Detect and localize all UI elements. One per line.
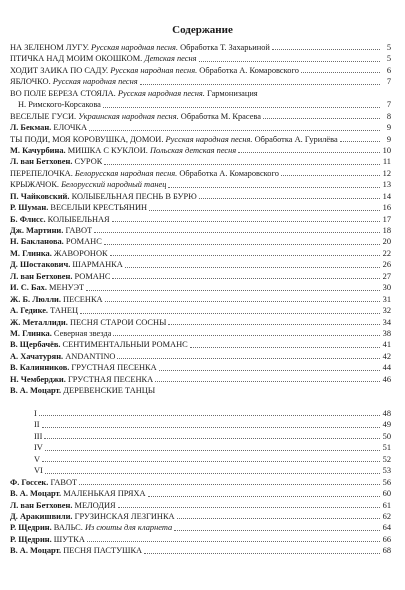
toc-title: МЕЛОДИЯ — [74, 501, 116, 510]
dot-leader — [89, 130, 380, 131]
toc-note: Белорусский народный танец — [61, 181, 167, 190]
toc-note: Русская народная песня. — [110, 66, 198, 75]
toc-page-number: 61 — [382, 500, 391, 510]
toc-page-number: 5 — [386, 43, 391, 53]
toc-author: В. А. Моцарт. — [10, 387, 62, 396]
toc-title: ПЕСЕНКА — [63, 295, 103, 304]
toc-entry — [10, 293, 391, 304]
toc-entry-text — [10, 479, 77, 487]
toc-entry — [10, 235, 391, 246]
toc-title: V — [34, 455, 41, 464]
toc-title: МЕНУЭТ — [49, 284, 85, 293]
toc-arrangement: Гармонизация — [206, 89, 258, 98]
toc-page-number: 10 — [382, 145, 391, 155]
toc-note: Польская детская песня — [149, 146, 237, 155]
toc-entry — [10, 121, 391, 132]
toc-page-number: 52 — [382, 454, 391, 464]
toc-entry — [10, 407, 391, 418]
toc-entry-text — [10, 353, 115, 361]
toc-author: Л. ван Бетховен. — [10, 158, 73, 167]
dot-leader — [281, 175, 380, 176]
toc-author: В. Щербачёв. — [10, 341, 61, 350]
toc-title: ВЕСЁЛЫЙ КРЕСТЬЯНИН — [50, 204, 148, 213]
toc-entry-text — [10, 536, 85, 544]
toc-entry-text — [10, 216, 110, 224]
toc-entry — [10, 98, 391, 109]
dot-leader — [199, 198, 380, 199]
toc-author: И. С. Бах. — [10, 284, 47, 293]
toc-author: Л. ван Бетховен. — [10, 501, 73, 510]
dot-leader — [112, 221, 380, 222]
toc-page-number: 41 — [382, 340, 391, 350]
toc-title: ВАЛЬС. — [53, 524, 83, 533]
toc-title: СУРОК — [74, 158, 103, 167]
toc-note: Детская песня — [144, 55, 197, 64]
toc-entry-text — [10, 90, 258, 98]
toc-page-number: 51 — [382, 443, 391, 453]
toc-page-number: 5 — [386, 54, 391, 64]
toc-title: ПЕСНЯ ПАСТУШКА — [63, 547, 143, 556]
toc-entry-text — [10, 307, 78, 315]
toc-author: Д. Шостакович. — [10, 261, 71, 270]
toc-page-number: 56 — [382, 477, 391, 487]
toc-page-number: 7 — [386, 77, 391, 87]
dot-leader — [104, 164, 380, 165]
dot-leader — [263, 118, 380, 119]
dot-leader — [199, 61, 380, 62]
toc-blank-row — [10, 396, 391, 407]
toc-entry — [10, 327, 391, 338]
toc-note: Русская народная песня. — [165, 135, 253, 144]
toc-title: IV — [34, 444, 43, 453]
toc-page-number: 32 — [382, 306, 391, 316]
toc-entry — [10, 533, 391, 544]
toc-title: КРЫЖАЧОК. — [10, 181, 59, 190]
toc-title: ГАВОТ — [65, 227, 93, 236]
toc-author: М. Качурбина. — [10, 146, 66, 155]
toc-entry-text — [10, 101, 101, 109]
dot-leader — [168, 187, 380, 188]
toc-author: Д. Аракишвили. — [10, 512, 73, 521]
toc-author: М. Глинка. — [10, 249, 52, 258]
toc-entry — [10, 64, 391, 75]
toc-entry-text — [10, 261, 123, 269]
toc-page-number: 9 — [386, 134, 391, 144]
toc-entry — [10, 441, 391, 452]
toc-entry-text — [10, 55, 197, 63]
toc-title: II — [34, 421, 40, 430]
toc-note: Русская народная песня — [52, 78, 138, 87]
dot-leader — [105, 301, 380, 302]
toc-title: ЯБЛОЧКО. — [10, 78, 51, 87]
dot-leader — [177, 518, 380, 519]
toc-title: ЁЛОЧКА — [53, 124, 88, 133]
toc-entry-text — [10, 44, 270, 52]
dot-leader — [117, 358, 380, 359]
toc-page-number: 18 — [382, 226, 391, 236]
toc-entry-text — [10, 250, 108, 258]
toc-page-number: 34 — [382, 317, 391, 327]
toc-title: ШУТКА — [53, 535, 85, 544]
toc-page-number: 44 — [382, 363, 391, 373]
toc-author: П. Чайковский. — [10, 192, 70, 201]
dot-leader — [94, 232, 380, 233]
toc-title: МИШКА С КУКЛОЙ. — [67, 146, 148, 155]
toc-entry-text — [10, 456, 40, 464]
toc-title: КОЛЫБЕЛЬНАЯ ПЕСНЬ В БУРЮ — [71, 192, 197, 201]
dot-leader — [140, 84, 380, 85]
toc-page-number: 12 — [382, 168, 391, 178]
dot-leader — [45, 473, 380, 474]
toc-author: Ж. Б. Люлли. — [10, 295, 61, 304]
toc-author: Н. Чемберджи. — [10, 375, 66, 384]
toc-entry — [10, 144, 391, 155]
dot-leader — [45, 450, 380, 451]
toc-entry — [10, 41, 391, 52]
dot-leader — [301, 72, 380, 73]
toc-author: Ж. Металлиди. — [10, 318, 68, 327]
toc-title: ВО ПОЛЕ БЕРЁЗА СТОЯЛА. — [10, 89, 116, 98]
dot-leader — [125, 267, 380, 268]
toc-entry — [10, 316, 391, 327]
page-title: Содержание — [172, 24, 233, 36]
toc-page-number: 62 — [382, 511, 391, 521]
toc-author: Р. Шуман. — [10, 204, 49, 213]
toc-entry-text — [10, 467, 43, 475]
toc-title: СЕНТИМЕНТАЛЬНЫЙ РОМАНС — [62, 341, 188, 350]
toc-entry — [10, 133, 391, 144]
toc-entry-text — [10, 273, 110, 281]
dot-leader — [42, 427, 380, 428]
dot-leader — [340, 141, 380, 142]
toc-title: Н. Римского-Корсакова — [18, 101, 101, 110]
toc-page-number: 48 — [382, 409, 391, 419]
toc-entry-text — [10, 204, 147, 212]
toc-author: А. Гедике. — [10, 307, 49, 316]
toc-author: Б. Флисс. — [10, 215, 46, 224]
toc-title: III — [34, 432, 43, 441]
toc-entry-text — [10, 319, 166, 327]
toc-title: ANDANTINO — [65, 352, 116, 361]
toc-entry-text — [10, 113, 261, 121]
toc-entry-text — [10, 124, 87, 132]
dot-leader — [112, 278, 380, 279]
toc-entry-text — [10, 410, 37, 418]
dot-leader — [39, 415, 380, 416]
toc-page-number: 8 — [386, 111, 391, 121]
toc-author: Дж. Мартини. — [10, 227, 64, 236]
toc-title: НА ЗЕЛЁНОМ ЛУГУ. — [10, 44, 89, 53]
toc-page-number: 49 — [382, 420, 391, 430]
toc-entry — [10, 430, 391, 441]
toc-entry-text — [10, 444, 43, 452]
toc-page-number: 11 — [382, 157, 391, 167]
toc-author: В. А. Моцарт. — [10, 547, 62, 556]
toc-entry-text — [10, 238, 102, 246]
dot-leader — [238, 152, 380, 153]
toc-title: ВЕСЁЛЫЕ ГУСИ. — [10, 112, 77, 121]
toc-arrangement: Обработка Т. Захарьиной — [180, 44, 270, 53]
toc-page-number: 68 — [382, 546, 391, 556]
dot-leader — [190, 347, 380, 348]
toc-entry — [10, 201, 391, 212]
toc-entry-text — [10, 421, 40, 429]
toc-entry — [10, 178, 391, 189]
toc-entry — [10, 544, 391, 555]
toc-author: Л. Бекман. — [10, 124, 52, 133]
toc-entry — [10, 361, 391, 372]
toc-page-number: 14 — [382, 191, 391, 201]
toc-title: ГРУСТНАЯ ПЕСЕНКА — [71, 364, 157, 373]
toc-page-number: 17 — [382, 214, 391, 224]
toc-entry — [10, 270, 391, 281]
dot-leader — [144, 553, 380, 554]
toc-title: ЖАВОРОНОК — [53, 249, 108, 258]
toc-page-number: 64 — [382, 523, 391, 533]
toc-page-number: 53 — [382, 466, 391, 476]
toc-page-number: 13 — [382, 180, 391, 190]
toc-title: РОМАНС — [74, 272, 111, 281]
toc-entry-text — [10, 181, 166, 189]
toc-page-number: 7 — [386, 100, 391, 110]
dot-leader — [79, 484, 380, 485]
toc-page-number: 46 — [382, 374, 391, 384]
table-of-contents — [10, 41, 391, 556]
toc-page-number: 42 — [382, 351, 391, 361]
toc-note: Украинская народная песня. — [78, 112, 179, 121]
dot-leader — [118, 507, 380, 508]
toc-entry-text — [10, 513, 175, 521]
dot-leader — [113, 335, 380, 336]
toc-page-number: 16 — [382, 203, 391, 213]
toc-page-number: 20 — [382, 237, 391, 247]
dot-leader — [103, 107, 380, 108]
toc-entry-text — [10, 67, 299, 75]
toc-entry-text — [10, 364, 157, 372]
dot-leader — [110, 255, 380, 256]
toc-title: РОМАНС — [65, 238, 102, 247]
toc-title: МАЛЕНЬКАЯ ПРЯХА — [63, 490, 146, 499]
toc-entry-text — [10, 376, 153, 384]
toc-title: ТАНЕЦ — [50, 307, 79, 316]
dot-leader — [44, 438, 380, 439]
toc-arrangement: Обработка А. Комаровского — [199, 66, 299, 75]
toc-entry — [10, 87, 391, 98]
toc-entry — [10, 464, 391, 475]
toc-note: Из сюиты для кларнета — [84, 524, 173, 533]
toc-entry — [10, 487, 391, 498]
dot-leader — [174, 530, 380, 531]
dot-leader — [272, 49, 380, 50]
toc-author: Л. ван Бетховен. — [10, 272, 73, 281]
toc-entry — [10, 190, 391, 201]
toc-title: ПЕСНЯ СТАРОЙ СОСНЫ — [69, 318, 167, 327]
toc-title: ПТИЧКА НАД МОИМ ОКОШКОМ. — [10, 55, 143, 64]
toc-entry-text — [10, 136, 338, 144]
toc-entry — [10, 155, 391, 166]
toc-arrangement: Обработка А. Комаровского — [179, 169, 279, 178]
toc-title: ШАРМАНКА — [72, 261, 123, 270]
toc-note: Русская народная песня. — [91, 44, 179, 53]
toc-page-number: 26 — [382, 260, 391, 270]
toc-entry — [10, 247, 391, 258]
toc-entry — [10, 373, 391, 384]
dot-leader — [104, 244, 380, 245]
toc-entry — [10, 110, 391, 121]
dot-leader — [148, 496, 380, 497]
toc-entry — [10, 521, 391, 532]
toc-page-number: 27 — [382, 271, 391, 281]
toc-title: Северная звезда — [53, 329, 112, 338]
toc-entry — [10, 338, 391, 349]
toc-entry — [10, 418, 391, 429]
toc-entry-text — [10, 170, 279, 178]
dot-leader — [168, 324, 380, 325]
toc-page-number: 6 — [386, 65, 391, 75]
toc-title: ТЫ ПОДИ, МОЯ КОРОВУШКА, ДОМОЙ. — [10, 135, 164, 144]
toc-entry-text — [10, 490, 146, 498]
toc-title: ГРУЗИНСКАЯ ЛЕЗГИНКА — [74, 512, 175, 521]
dot-leader — [159, 370, 380, 371]
toc-title: VI — [34, 467, 43, 476]
toc-title: ГАВОТ — [50, 478, 78, 487]
toc-author: М. Глинка. — [10, 329, 52, 338]
toc-arrangement: Обработка А. Гурилёва — [254, 135, 338, 144]
toc-entry — [10, 281, 391, 292]
toc-arrangement: Обработка М. Красева — [180, 112, 261, 121]
dot-leader — [155, 381, 380, 382]
toc-note: Белорусская народная песня. — [74, 169, 178, 178]
toc-page-number: 38 — [382, 328, 391, 338]
toc-page-number: 22 — [382, 248, 391, 258]
toc-entry-text — [10, 524, 172, 532]
toc-entry-text — [10, 341, 188, 349]
toc-author: В. А. Моцарт. — [10, 490, 62, 499]
toc-title: ХОДИТ ЗАЙКА ПО САДУ. — [10, 66, 109, 75]
dot-leader — [80, 313, 380, 314]
toc-entry-text — [10, 330, 111, 338]
toc-author: Р. Щедрин. — [10, 535, 52, 544]
toc-entry — [10, 453, 391, 464]
toc-note: Русская народная песня. — [117, 89, 205, 98]
toc-title: I — [34, 410, 37, 419]
dot-leader — [86, 290, 380, 291]
toc-entry — [10, 384, 391, 395]
toc-entry-text — [10, 296, 103, 304]
toc-entry — [10, 476, 391, 487]
toc-page-number: 60 — [382, 489, 391, 499]
toc-entry-text — [10, 227, 92, 235]
dot-leader — [149, 210, 380, 211]
toc-author: А. Хачатурян. — [10, 352, 64, 361]
toc-author: Н. Бакланова. — [10, 238, 64, 247]
toc-entry — [10, 167, 391, 178]
toc-entry — [10, 52, 391, 63]
toc-author: Р. Щедрин. — [10, 524, 52, 533]
toc-title: ПЕРЕПЁЛОЧКА. — [10, 169, 73, 178]
toc-title: ГРУСТНАЯ ПЕСЕНКА — [67, 375, 154, 384]
toc-entry-text — [10, 502, 116, 510]
toc-page-number: 9 — [386, 123, 391, 133]
toc-entry — [10, 304, 391, 315]
toc-page-number: 50 — [382, 431, 391, 441]
toc-entry-text — [10, 158, 102, 166]
toc-entry-text — [10, 284, 84, 292]
toc-entry — [10, 213, 391, 224]
toc-entry — [10, 258, 391, 269]
toc-title: КОЛЫБЕЛЬНАЯ — [47, 215, 110, 224]
toc-entry-text — [10, 193, 197, 201]
toc-entry-text — [10, 433, 42, 441]
toc-title: ДЕРЕВЕНСКИЕ ТАНЦЫ — [63, 387, 156, 396]
toc-entry-text — [10, 387, 155, 395]
toc-entry — [10, 499, 391, 510]
dot-leader — [42, 461, 380, 462]
toc-page-number: 31 — [382, 294, 391, 304]
toc-entry-text — [10, 547, 142, 555]
toc-entry — [10, 510, 391, 521]
toc-entry-text — [10, 147, 236, 155]
toc-page-number: 66 — [382, 534, 391, 544]
toc-page-number: 30 — [382, 283, 391, 293]
toc-entry-text — [10, 78, 138, 86]
dot-leader — [87, 541, 380, 542]
toc-entry — [10, 224, 391, 235]
toc-author: Ф. Госсек. — [10, 478, 49, 487]
toc-entry — [10, 75, 391, 86]
toc-entry — [10, 350, 391, 361]
toc-author: В. Калинников. — [10, 364, 70, 373]
